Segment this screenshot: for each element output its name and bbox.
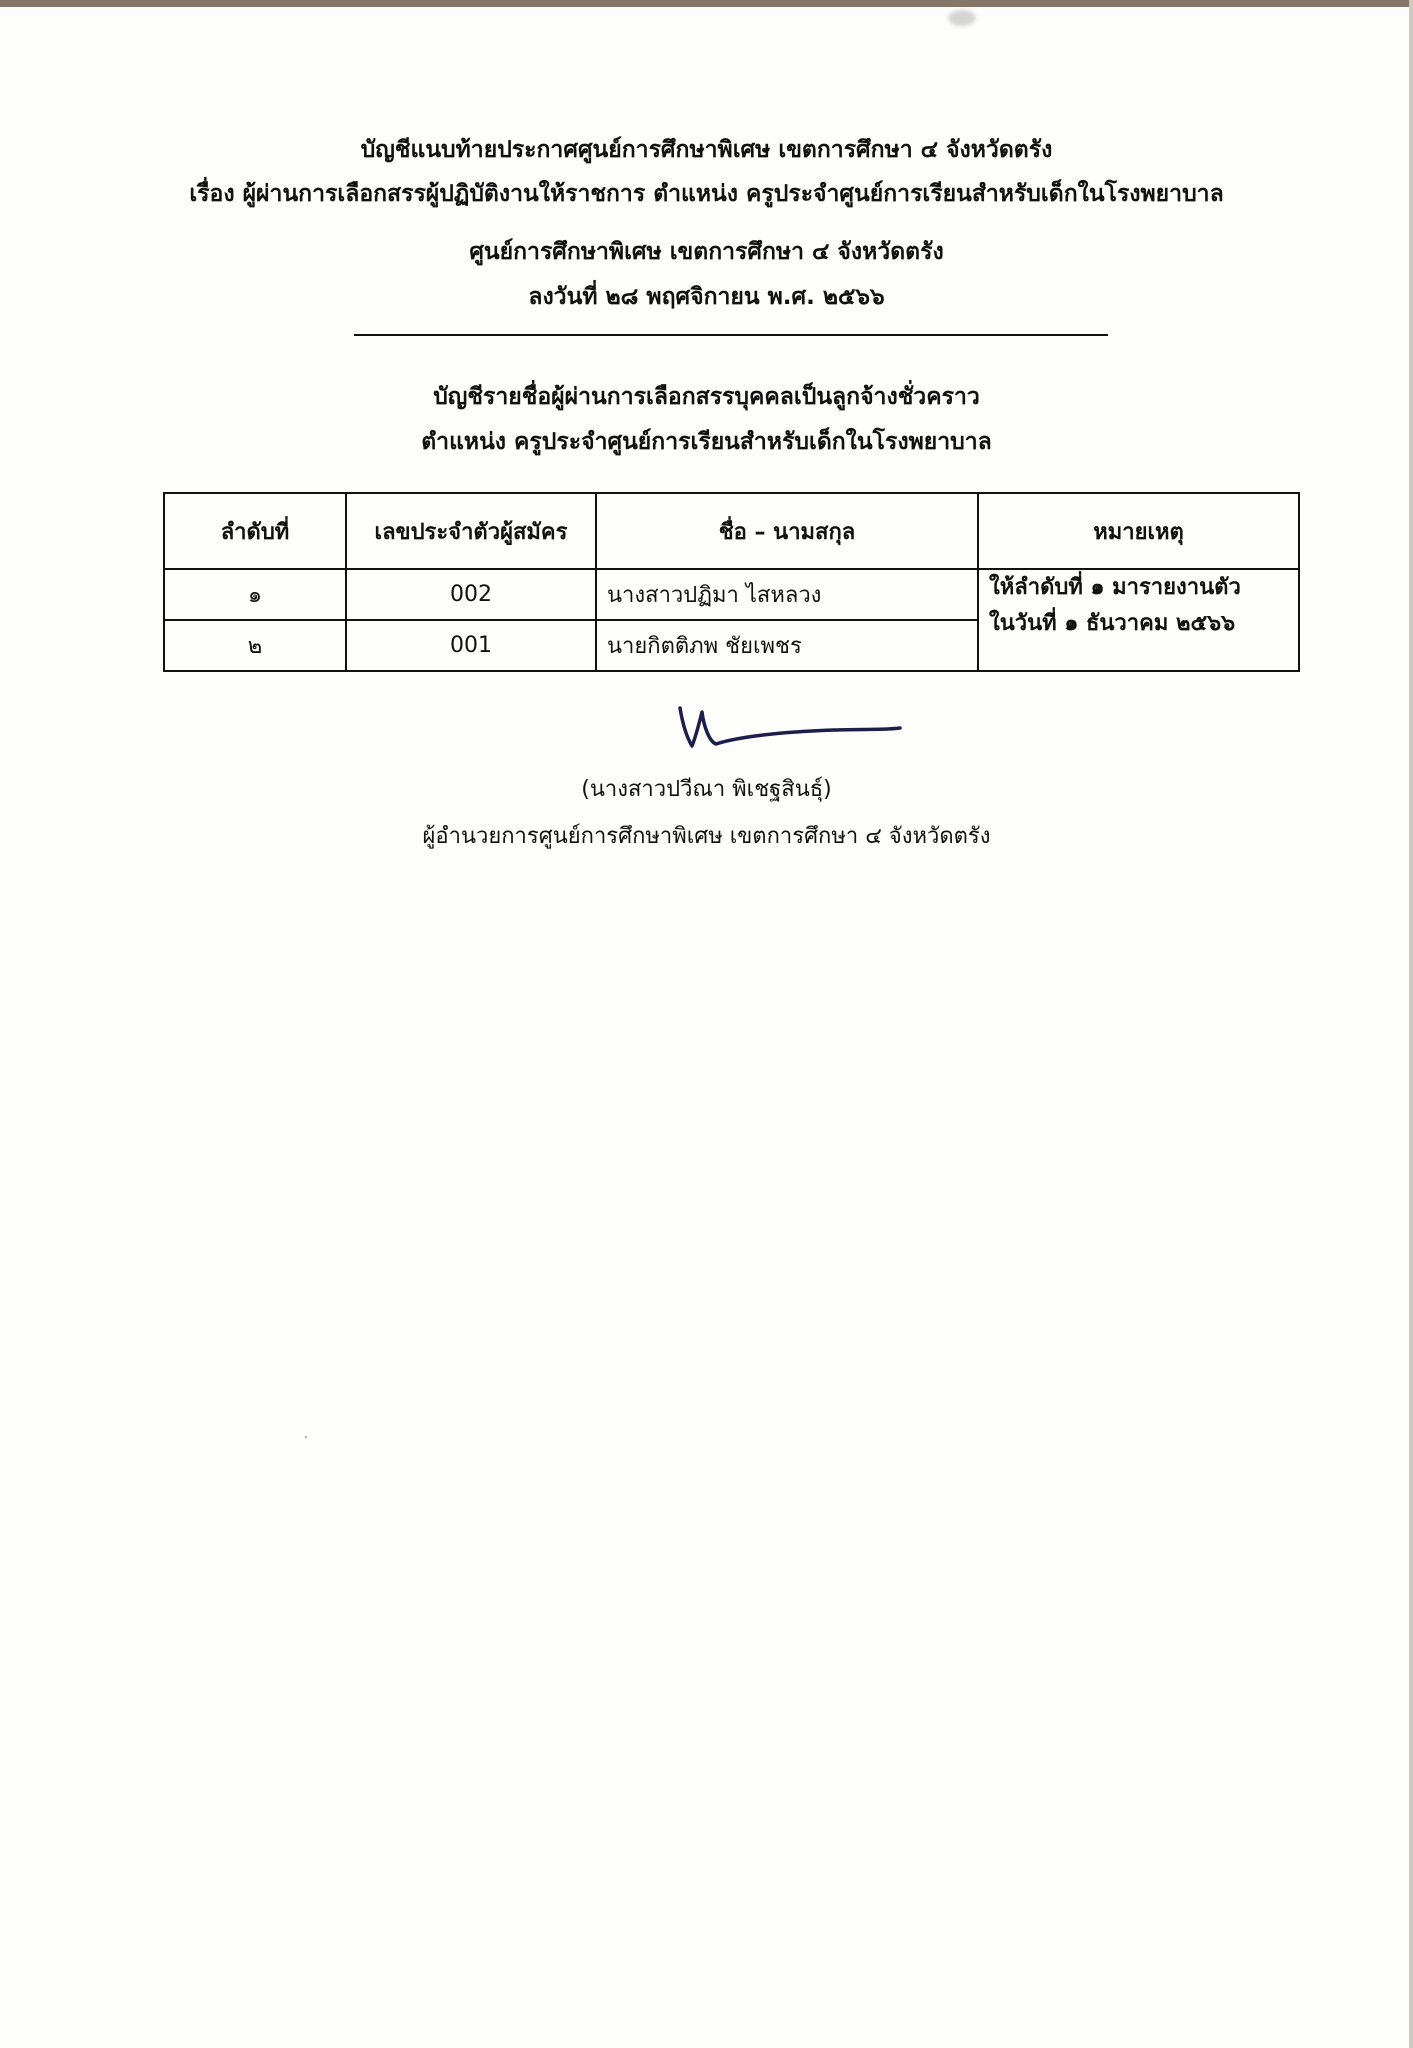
applicants-table xyxy=(163,492,1300,672)
list-title-line-2: ตำแหน่ง ครูประจำศูนย์การเรียนสำหรับเด็กในโรงพยาบาล xyxy=(421,429,992,455)
row-applicant-id: 001 xyxy=(346,620,596,671)
row-name: นางสาวปฏิมา ไสหลวง xyxy=(596,569,978,620)
scan-top-edge xyxy=(0,0,1413,7)
scan-dot xyxy=(305,1436,307,1438)
row-order: ๒ xyxy=(164,620,346,671)
header-order: ลำดับที่ xyxy=(164,493,346,569)
remark-line-2: ในวันที่ ๑ ธันวาคม ๒๕๖๖ xyxy=(989,611,1236,636)
table-row xyxy=(164,569,1299,620)
announcement-org: ศูนย์การศึกษาพิเศษ เขตการศึกษา ๔ จังหวัดตรัง xyxy=(469,239,944,265)
header-divider xyxy=(354,334,1108,336)
remark-cell xyxy=(978,569,1299,671)
scan-speck xyxy=(948,10,976,26)
row-order: ๑ xyxy=(164,569,346,620)
announcement-date: ลงวันที่ ๒๘ พฤศจิกายน พ.ศ. ๒๕๖๖ xyxy=(528,284,885,310)
header-applicant-id: เลขประจำตัวผู้สมัคร xyxy=(346,493,596,569)
announcement-header-line-1: บัญชีแนบท้ายประกาศศูนย์การศึกษาพิเศษ เขตการศึกษา ๔ จังหวัดตรัง xyxy=(360,137,1053,163)
row-name: นายกิตติภพ ชัยเพชร xyxy=(596,620,978,671)
signatory-position: ผู้อำนวยการศูนย์การศึกษาพิเศษ เขตการศึกษา ๔ จังหวัดตรัง xyxy=(422,824,991,849)
table-header-row xyxy=(164,493,1299,569)
list-title-line-1: บัญชีรายชื่อผู้ผ่านการเลือกสรรบุคคลเป็นลูกจ้างชั่วคราว xyxy=(433,384,980,410)
header-remark: หมายเหตุ xyxy=(978,493,1299,569)
remark-line-1: ให้ลำดับที่ ๑ มารายงานตัว xyxy=(989,575,1241,600)
announcement-subject: เรื่อง ผู้ผ่านการเลือกสรรผู้ปฏิบัติงานให้ราชการ ตำแหน่ง ครูประจำศูนย์การเรียนสำหรับเด็กในโรงพยาบาล xyxy=(189,181,1224,207)
handwritten-signature xyxy=(674,702,904,752)
row-applicant-id: 002 xyxy=(346,569,596,620)
signatory-name: (นางสาวปวีณา พิเชฐสินธุ์) xyxy=(581,777,832,802)
header-name: ชื่อ – นามสกุล xyxy=(596,493,978,569)
